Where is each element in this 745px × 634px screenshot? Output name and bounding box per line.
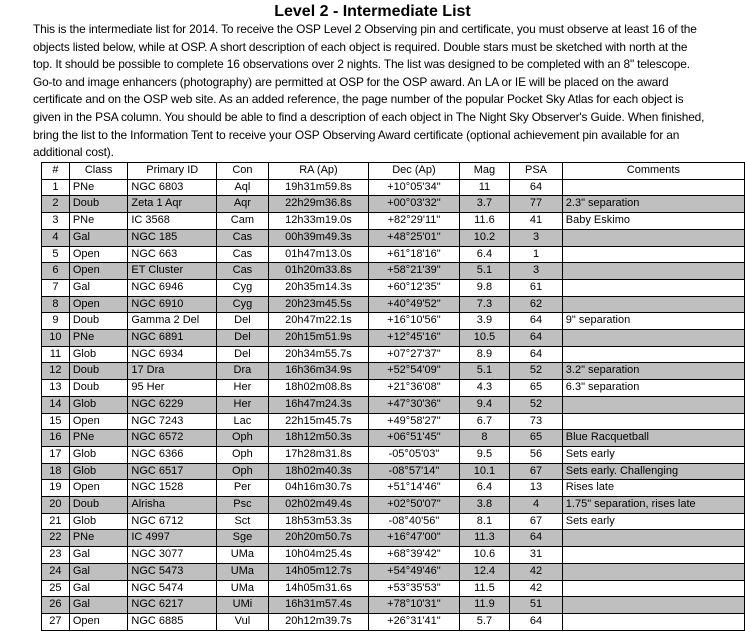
table-row bbox=[42, 613, 745, 630]
cell-constellation: Her bbox=[217, 396, 269, 413]
cell-class: Doub bbox=[69, 380, 128, 397]
intro-line: certificate and on the OSP web site. As an added reference, the page number of the popular Pocket Sky Atlas for each object is bbox=[33, 92, 684, 107]
table-row bbox=[42, 497, 745, 514]
cell-constellation: Cyg bbox=[217, 279, 269, 296]
cell-class: Doub bbox=[69, 497, 128, 514]
cell-psa: 65 bbox=[510, 430, 563, 447]
cell-dec: +07°27'37" bbox=[369, 346, 459, 363]
cell-comments bbox=[562, 296, 744, 313]
cell-number: 12 bbox=[42, 363, 70, 380]
table-row bbox=[42, 430, 745, 447]
cell-class: Open bbox=[69, 613, 128, 630]
cell-constellation: Sge bbox=[217, 530, 269, 547]
cell-ra: 18h12m50.3s bbox=[268, 430, 369, 447]
cell-psa: 52 bbox=[510, 396, 563, 413]
cell-primary-id: NGC 6803 bbox=[128, 179, 217, 196]
objects-table bbox=[41, 162, 745, 631]
cell-constellation: UMa bbox=[217, 547, 269, 564]
cell-ra: 04h16m30.7s bbox=[268, 480, 369, 497]
cell-magnitude: 11 bbox=[459, 179, 510, 196]
cell-comments bbox=[562, 179, 744, 196]
cell-constellation: UMa bbox=[217, 563, 269, 580]
table-body bbox=[42, 179, 745, 630]
cell-number: 22 bbox=[42, 530, 70, 547]
cell-number: 10 bbox=[42, 330, 70, 347]
cell-psa: 67 bbox=[510, 513, 563, 530]
cell-magnitude: 11.3 bbox=[459, 530, 510, 547]
cell-psa: 42 bbox=[510, 563, 563, 580]
cell-ra: 10h04m25.4s bbox=[268, 547, 369, 564]
cell-dec: +68°39'42" bbox=[369, 547, 459, 564]
table-row bbox=[42, 213, 745, 230]
cell-constellation: Oph bbox=[217, 446, 269, 463]
cell-constellation: Aqr bbox=[217, 196, 269, 213]
cell-magnitude: 10.1 bbox=[459, 463, 510, 480]
cell-number: 13 bbox=[42, 380, 70, 397]
table-header-row bbox=[42, 163, 745, 180]
cell-comments: Sets early bbox=[562, 513, 744, 530]
cell-primary-id: IC 3568 bbox=[128, 213, 217, 230]
cell-ra: 20h35m14.3s bbox=[268, 279, 369, 296]
cell-constellation: Vul bbox=[217, 613, 269, 630]
table-row bbox=[42, 530, 745, 547]
cell-ra: 19h31m59.8s bbox=[268, 179, 369, 196]
cell-comments bbox=[562, 346, 744, 363]
cell-primary-id: NGC 7243 bbox=[128, 413, 217, 430]
cell-primary-id: NGC 5473 bbox=[128, 563, 217, 580]
cell-number: 17 bbox=[42, 446, 70, 463]
cell-constellation: Del bbox=[217, 346, 269, 363]
cell-primary-id: NGC 6217 bbox=[128, 597, 217, 614]
cell-psa: 64 bbox=[510, 613, 563, 630]
table-row bbox=[42, 480, 745, 497]
cell-class: Glob bbox=[69, 446, 128, 463]
table-row bbox=[42, 263, 745, 280]
cell-ra: 14h05m12.7s bbox=[268, 563, 369, 580]
cell-magnitude: 11.9 bbox=[459, 597, 510, 614]
cell-number: 7 bbox=[42, 279, 70, 296]
cell-class: Open bbox=[69, 263, 128, 280]
cell-constellation: Cas bbox=[217, 263, 269, 280]
cell-primary-id: Alrisha bbox=[128, 497, 217, 514]
cell-number: 21 bbox=[42, 513, 70, 530]
cell-constellation: Per bbox=[217, 480, 269, 497]
cell-ra: 12h33m19.0s bbox=[268, 213, 369, 230]
cell-comments bbox=[562, 229, 744, 246]
cell-magnitude: 3.8 bbox=[459, 497, 510, 514]
cell-magnitude: 11.5 bbox=[459, 580, 510, 597]
cell-psa: 31 bbox=[510, 547, 563, 564]
cell-primary-id: Gamma 2 Del bbox=[128, 313, 217, 330]
cell-psa: 65 bbox=[510, 380, 563, 397]
cell-number: 15 bbox=[42, 413, 70, 430]
cell-class: Gal bbox=[69, 563, 128, 580]
intro-line: This is the intermediate list for 2014. To receive the OSP Level 2 Observing pin and certificate, you must observe at least 16 of the bbox=[33, 22, 697, 36]
cell-ra: 01h20m33.8s bbox=[268, 263, 369, 280]
cell-number: 25 bbox=[42, 580, 70, 597]
cell-magnitude: 12.4 bbox=[459, 563, 510, 580]
cell-comments bbox=[562, 279, 744, 296]
cell-ra: 14h05m31.6s bbox=[268, 580, 369, 597]
cell-class: PNe bbox=[69, 330, 128, 347]
cell-ra: 00h39m49.3s bbox=[268, 229, 369, 246]
cell-dec: +61°18'16" bbox=[369, 246, 459, 263]
table-row bbox=[42, 346, 745, 363]
cell-dec: +10°05'34" bbox=[369, 179, 459, 196]
cell-constellation: Del bbox=[217, 313, 269, 330]
cell-magnitude: 9.8 bbox=[459, 279, 510, 296]
cell-primary-id: ET Cluster bbox=[128, 263, 217, 280]
cell-psa: 67 bbox=[510, 463, 563, 480]
cell-dec: +58°21'39" bbox=[369, 263, 459, 280]
intro-line: given in the PSA column. You should be able to find a description of each object in The Night Sky Observer's Guide. When finished, bbox=[33, 109, 705, 124]
cell-class: Gal bbox=[69, 547, 128, 564]
cell-primary-id: NGC 185 bbox=[128, 229, 217, 246]
cell-magnitude: 10.5 bbox=[459, 330, 510, 347]
table-row bbox=[42, 279, 745, 296]
cell-magnitude: 8.9 bbox=[459, 346, 510, 363]
cell-psa: 13 bbox=[510, 480, 563, 497]
cell-primary-id: NGC 6891 bbox=[128, 330, 217, 347]
cell-dec: +52°54'09" bbox=[369, 363, 459, 380]
cell-dec: -05°05'03" bbox=[369, 446, 459, 463]
cell-magnitude: 4.3 bbox=[459, 380, 510, 397]
cell-number: 8 bbox=[42, 296, 70, 313]
header-constellation: Con bbox=[217, 163, 269, 180]
cell-ra: 16h36m34.9s bbox=[268, 363, 369, 380]
table-row bbox=[42, 196, 745, 213]
header-number: # bbox=[42, 163, 70, 180]
cell-constellation: UMa bbox=[217, 580, 269, 597]
cell-constellation: UMi bbox=[217, 597, 269, 614]
cell-magnitude: 3.7 bbox=[459, 196, 510, 213]
cell-dec: +06°51'45" bbox=[369, 430, 459, 447]
cell-psa: 3 bbox=[510, 263, 563, 280]
cell-primary-id: NGC 6517 bbox=[128, 463, 217, 480]
cell-dec: +53°35'53" bbox=[369, 580, 459, 597]
cell-class: Doub bbox=[69, 313, 128, 330]
cell-psa: 56 bbox=[510, 446, 563, 463]
cell-number: 2 bbox=[42, 196, 70, 213]
cell-primary-id: 95 Her bbox=[128, 380, 217, 397]
cell-number: 19 bbox=[42, 480, 70, 497]
cell-class: Open bbox=[69, 246, 128, 263]
cell-primary-id: NGC 6366 bbox=[128, 446, 217, 463]
cell-class: PNe bbox=[69, 530, 128, 547]
cell-psa: 64 bbox=[510, 313, 563, 330]
cell-magnitude: 7.3 bbox=[459, 296, 510, 313]
cell-comments: Baby Eskimo bbox=[562, 213, 744, 230]
cell-magnitude: 6.4 bbox=[459, 246, 510, 263]
cell-primary-id: IC 4997 bbox=[128, 530, 217, 547]
cell-comments bbox=[562, 530, 744, 547]
cell-number: 11 bbox=[42, 346, 70, 363]
cell-primary-id: NGC 6946 bbox=[128, 279, 217, 296]
cell-comments bbox=[562, 613, 744, 630]
cell-number: 5 bbox=[42, 246, 70, 263]
cell-magnitude: 10.2 bbox=[459, 229, 510, 246]
cell-ra: 22h29m36.8s bbox=[268, 196, 369, 213]
cell-comments bbox=[562, 563, 744, 580]
cell-number: 23 bbox=[42, 547, 70, 564]
cell-magnitude: 5.7 bbox=[459, 613, 510, 630]
cell-comments: Sets early. Challenging bbox=[562, 463, 744, 480]
cell-number: 6 bbox=[42, 263, 70, 280]
table-row bbox=[42, 380, 745, 397]
cell-ra: 16h31m57.4s bbox=[268, 597, 369, 614]
cell-psa: 1 bbox=[510, 246, 563, 263]
cell-class: Open bbox=[69, 296, 128, 313]
cell-magnitude: 9.5 bbox=[459, 446, 510, 463]
cell-constellation: Cam bbox=[217, 213, 269, 230]
table-row bbox=[42, 229, 745, 246]
cell-constellation: Oph bbox=[217, 430, 269, 447]
table-row bbox=[42, 446, 745, 463]
intro-paragraph bbox=[33, 21, 745, 162]
cell-dec: +47°30'36" bbox=[369, 396, 459, 413]
cell-comments: 1.75" separation, rises late bbox=[562, 497, 744, 514]
cell-number: 20 bbox=[42, 497, 70, 514]
intro-line: bring the list to the Information Tent to receive your OSP Observing Award certificate (optional achievement pin available for an bbox=[33, 127, 680, 142]
cell-psa: 4 bbox=[510, 497, 563, 514]
cell-class: Open bbox=[69, 413, 128, 430]
header-class: Class bbox=[69, 163, 128, 180]
cell-dec: +12°45'16" bbox=[369, 330, 459, 347]
cell-comments bbox=[562, 580, 744, 597]
page-title: Level 2 - Intermediate List bbox=[274, 3, 471, 20]
cell-psa: 62 bbox=[510, 296, 563, 313]
cell-ra: 20h23m45.5s bbox=[268, 296, 369, 313]
cell-comments: Sets early bbox=[562, 446, 744, 463]
cell-magnitude: 6.4 bbox=[459, 480, 510, 497]
cell-class: Gal bbox=[69, 580, 128, 597]
cell-dec: +21°36'08" bbox=[369, 380, 459, 397]
cell-constellation: Cyg bbox=[217, 296, 269, 313]
cell-magnitude: 10.6 bbox=[459, 547, 510, 564]
intro-line: Go-to and image enhancers (photography) are permitted at OSP for the OSP award. An LA or IE will be placed on the award bbox=[33, 74, 669, 89]
cell-comments bbox=[562, 547, 744, 564]
header-ra: RA (Ap) bbox=[268, 163, 369, 180]
cell-dec: +60°12'35" bbox=[369, 279, 459, 296]
cell-magnitude: 8.1 bbox=[459, 513, 510, 530]
cell-comments bbox=[562, 597, 744, 614]
cell-psa: 64 bbox=[510, 179, 563, 196]
header-psa: PSA bbox=[510, 163, 563, 180]
cell-dec: +40°49'52" bbox=[369, 296, 459, 313]
cell-dec: +02°50'07" bbox=[369, 497, 459, 514]
cell-class: PNe bbox=[69, 179, 128, 196]
cell-primary-id: NGC 663 bbox=[128, 246, 217, 263]
cell-primary-id: Zeta 1 Aqr bbox=[128, 196, 217, 213]
table-row bbox=[42, 463, 745, 480]
cell-psa: 61 bbox=[510, 279, 563, 296]
cell-primary-id: NGC 6910 bbox=[128, 296, 217, 313]
cell-ra: 20h34m55.7s bbox=[268, 346, 369, 363]
cell-primary-id: NGC 6712 bbox=[128, 513, 217, 530]
cell-magnitude: 9.4 bbox=[459, 396, 510, 413]
cell-primary-id: NGC 6885 bbox=[128, 613, 217, 630]
cell-number: 18 bbox=[42, 463, 70, 480]
cell-constellation: Aql bbox=[217, 179, 269, 196]
cell-ra: 16h47m24.3s bbox=[268, 396, 369, 413]
cell-comments: Blue Racquetball bbox=[562, 430, 744, 447]
cell-psa: 51 bbox=[510, 597, 563, 614]
cell-psa: 64 bbox=[510, 530, 563, 547]
cell-magnitude: 5.1 bbox=[459, 363, 510, 380]
cell-primary-id: NGC 1528 bbox=[128, 480, 217, 497]
cell-comments bbox=[562, 396, 744, 413]
cell-comments bbox=[562, 330, 744, 347]
cell-dec: -08°40'56" bbox=[369, 513, 459, 530]
intro-line: top. It should be possible to complete 16 observations over 2 nights. The list was designed to be completed with an 8" telescope. bbox=[33, 57, 690, 72]
intro-line: objects listed below, while at OSP. A short description of each object is required. Double stars must be sketched with north at the bbox=[33, 39, 688, 54]
table-row bbox=[42, 580, 745, 597]
cell-psa: 64 bbox=[510, 330, 563, 347]
intro-line: additional cost). bbox=[33, 145, 114, 160]
cell-class: Doub bbox=[69, 363, 128, 380]
cell-psa: 42 bbox=[510, 580, 563, 597]
cell-psa: 77 bbox=[510, 196, 563, 213]
cell-psa: 73 bbox=[510, 413, 563, 430]
cell-comments: Rises late bbox=[562, 480, 744, 497]
cell-class: Glob bbox=[69, 396, 128, 413]
cell-psa: 52 bbox=[510, 363, 563, 380]
cell-ra: 02h02m49.4s bbox=[268, 497, 369, 514]
table-row bbox=[42, 363, 745, 380]
table-row bbox=[42, 513, 745, 530]
cell-ra: 22h15m45.7s bbox=[268, 413, 369, 430]
cell-magnitude: 6.7 bbox=[459, 413, 510, 430]
cell-dec: +78°10'31" bbox=[369, 597, 459, 614]
cell-constellation: Sct bbox=[217, 513, 269, 530]
cell-comments: 9" separation bbox=[562, 313, 744, 330]
cell-class: PNe bbox=[69, 430, 128, 447]
cell-dec: -08°57'14" bbox=[369, 463, 459, 480]
cell-comments: 2.3" separation bbox=[562, 196, 744, 213]
cell-constellation: Cas bbox=[217, 246, 269, 263]
table-row bbox=[42, 313, 745, 330]
cell-number: 26 bbox=[42, 597, 70, 614]
cell-primary-id: NGC 5474 bbox=[128, 580, 217, 597]
cell-class: PNe bbox=[69, 213, 128, 230]
cell-ra: 20h47m22.1s bbox=[268, 313, 369, 330]
cell-class: Glob bbox=[69, 346, 128, 363]
cell-class: Gal bbox=[69, 229, 128, 246]
cell-dec: +16°47'00" bbox=[369, 530, 459, 547]
cell-ra: 17h28m31.8s bbox=[268, 446, 369, 463]
cell-psa: 41 bbox=[510, 213, 563, 230]
cell-dec: +49°58'27" bbox=[369, 413, 459, 430]
cell-ra: 20h20m50.7s bbox=[268, 530, 369, 547]
cell-primary-id: NGC 6229 bbox=[128, 396, 217, 413]
cell-dec: +82°29'11" bbox=[369, 213, 459, 230]
cell-constellation: Dra bbox=[217, 363, 269, 380]
cell-constellation: Lac bbox=[217, 413, 269, 430]
cell-primary-id: NGC 3077 bbox=[128, 547, 217, 564]
header-dec: Dec (Ap) bbox=[369, 163, 459, 180]
cell-number: 16 bbox=[42, 430, 70, 447]
cell-dec: +00°03'32" bbox=[369, 196, 459, 213]
cell-dec: +54°49'46" bbox=[369, 563, 459, 580]
cell-comments: 3.2" separation bbox=[562, 363, 744, 380]
cell-class: Gal bbox=[69, 597, 128, 614]
cell-dec: +48°25'01" bbox=[369, 229, 459, 246]
table-row bbox=[42, 296, 745, 313]
cell-class: Glob bbox=[69, 463, 128, 480]
table-row bbox=[42, 563, 745, 580]
cell-class: Gal bbox=[69, 279, 128, 296]
cell-ra: 20h12m39.7s bbox=[268, 613, 369, 630]
header-magnitude: Mag bbox=[459, 163, 510, 180]
cell-ra: 18h02m40.3s bbox=[268, 463, 369, 480]
cell-primary-id: NGC 6934 bbox=[128, 346, 217, 363]
table-row bbox=[42, 396, 745, 413]
cell-number: 27 bbox=[42, 613, 70, 630]
header-comments: Comments bbox=[562, 163, 744, 180]
cell-primary-id: 17 Dra bbox=[128, 363, 217, 380]
table-row bbox=[42, 413, 745, 430]
cell-constellation: Her bbox=[217, 380, 269, 397]
cell-constellation: Cas bbox=[217, 229, 269, 246]
cell-number: 14 bbox=[42, 396, 70, 413]
table-row bbox=[42, 179, 745, 196]
table-row bbox=[42, 330, 745, 347]
cell-magnitude: 3.9 bbox=[459, 313, 510, 330]
cell-number: 9 bbox=[42, 313, 70, 330]
cell-constellation: Oph bbox=[217, 463, 269, 480]
header-primary-id: Primary ID bbox=[128, 163, 217, 180]
cell-comments bbox=[562, 413, 744, 430]
cell-constellation: Psc bbox=[217, 497, 269, 514]
cell-number: 3 bbox=[42, 213, 70, 230]
cell-ra: 18h53m53.3s bbox=[268, 513, 369, 530]
cell-primary-id: NGC 6572 bbox=[128, 430, 217, 447]
cell-dec: +16°10'56" bbox=[369, 313, 459, 330]
cell-comments: 6.3" separation bbox=[562, 380, 744, 397]
cell-constellation: Del bbox=[217, 330, 269, 347]
table-row bbox=[42, 547, 745, 564]
cell-magnitude: 5.1 bbox=[459, 263, 510, 280]
cell-comments bbox=[562, 246, 744, 263]
cell-ra: 01h47m13.0s bbox=[268, 246, 369, 263]
cell-dec: +51°14'46" bbox=[369, 480, 459, 497]
cell-psa: 64 bbox=[510, 346, 563, 363]
cell-ra: 20h15m51.9s bbox=[268, 330, 369, 347]
cell-class: Open bbox=[69, 480, 128, 497]
cell-number: 4 bbox=[42, 229, 70, 246]
cell-class: Doub bbox=[69, 196, 128, 213]
cell-magnitude: 11.6 bbox=[459, 213, 510, 230]
cell-magnitude: 8 bbox=[459, 430, 510, 447]
cell-ra: 18h02m08.8s bbox=[268, 380, 369, 397]
cell-class: Glob bbox=[69, 513, 128, 530]
cell-number: 1 bbox=[42, 179, 70, 196]
cell-dec: +26°31'41" bbox=[369, 613, 459, 630]
cell-number: 24 bbox=[42, 563, 70, 580]
table-row bbox=[42, 597, 745, 614]
cell-psa: 3 bbox=[510, 229, 563, 246]
cell-comments bbox=[562, 263, 744, 280]
table-row bbox=[42, 246, 745, 263]
